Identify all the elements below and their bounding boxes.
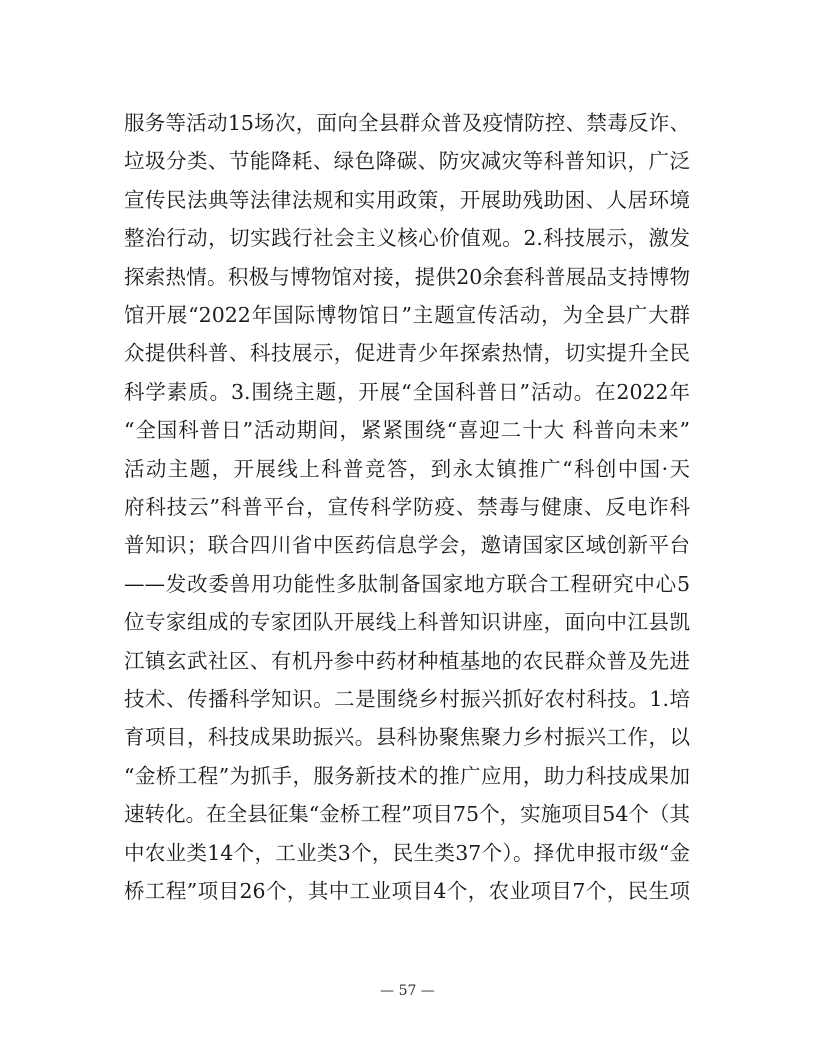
text-line: 技术、传播科学知识。二是围绕乡村振兴抓好农村科技。1.培	[124, 687, 690, 711]
text-line: 整治行动，切实践行社会主义核心价值观。2.科技展示，激发	[124, 226, 690, 251]
text-line: 垃圾分类、节能降耗、绿色降碳、防灾减灾等科普知识，广泛	[124, 149, 690, 174]
text-line: 馆开展“2022年国际博物馆日”主题宣传活动，为全县广大群	[124, 303, 690, 327]
text-line: 速转化。在全县征集“金桥工程”项目75个，实施项目54个（其	[124, 802, 690, 827]
text-line: 位专家组成的专家团队开展线上科普知识讲座，面向中江县凯	[124, 610, 690, 635]
text-line: 宣传民法典等法律法规和实用政策，开展助残助困、人居环境	[124, 187, 690, 212]
text-line: 服务等活动15场次，面向全县群众普及疫情防控、禁毒反诈、	[124, 111, 690, 135]
text-line: “金桥工程”为抓手，服务新技术的推广应用，助力科技成果加	[124, 763, 690, 788]
text-line: 探索热情。积极与博物馆对接，提供20余套科普展品支持博物	[124, 264, 690, 289]
text-line: ——发改委兽用功能性多肽制备国家地方联合工程研究中心5	[124, 571, 690, 596]
text-line: 府科技云”科普平台，宣传科学防疫、禁毒与健康、反电诈科	[124, 495, 690, 519]
page-number: — 57 —	[380, 983, 435, 999]
text-line: 桥工程”项目26个，其中工业项目4个，农业项目7个，民生项	[124, 879, 690, 903]
text-line: “全国科普日”活动期间，紧紧围绕“喜迎二十大 科普向未来”	[124, 418, 690, 443]
text-line: 江镇玄武社区、有机丹参中药材种植基地的农民群众普及先进	[124, 648, 690, 673]
text-line: 活动主题，开展线上科普竞答，到永太镇推广“科创中国·天	[124, 456, 690, 481]
text-line: 普知识；联合四川省中医药信息学会，邀请国家区域创新平台	[124, 533, 690, 558]
text-line: 中农业类14个，工业类3个，民生类37个）。择优申报市级“金	[124, 840, 690, 865]
text-line: 科学素质。3.围绕主题，开展“全国科普日”活动。在2022年	[124, 379, 690, 404]
text-line: 众提供科普、科技展示，促进青少年探索热情，切实提升全民	[124, 341, 690, 366]
text-line: 育项目，科技成果助振兴。县科协聚焦聚力乡村振兴工作，以	[124, 725, 690, 750]
